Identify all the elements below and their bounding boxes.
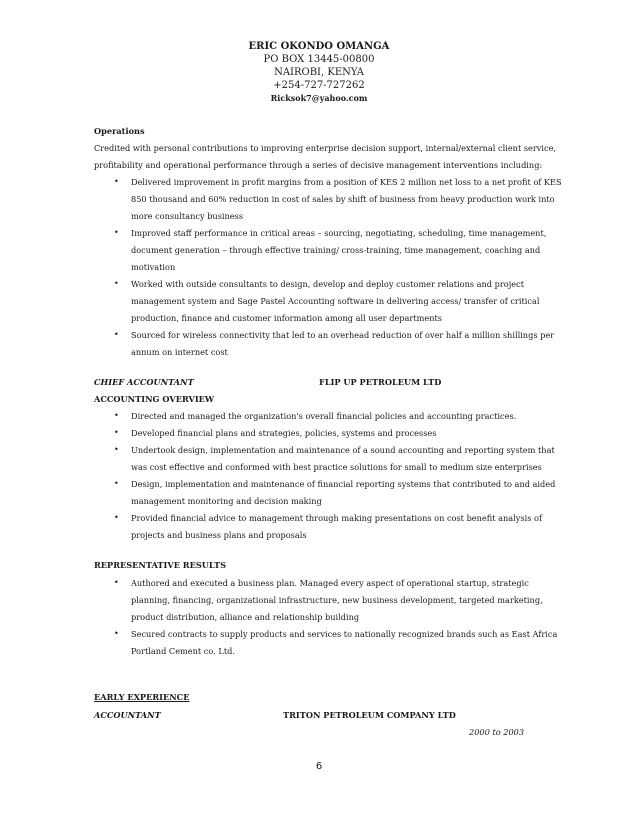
bullet-icon: • (114, 330, 119, 339)
bullet-icon: • (114, 445, 119, 454)
bullet-text: Secured contracts to supply products and services to nationally recognized brands such as East Africa (131, 629, 558, 639)
bullet-icon: • (114, 629, 119, 638)
bullet-text: 850 thousand and 60% reduction in cost of sales by shift of business from heavy production work into (131, 194, 555, 204)
bullet-icon: • (114, 513, 119, 522)
bullet-text: more consultancy business (131, 211, 244, 221)
bullet-text: Portland Cement co. Ltd. (131, 646, 235, 656)
bullet-text: annum on internet cost (131, 347, 228, 357)
early-experience-heading: EARLY EXPERIENCE (94, 692, 190, 702)
operations-intro-line: profitability and operational performance through a series of decisive management interventions including: (94, 160, 543, 170)
bullet-text: management system and Sage Pastel Accounting software in delivering access/ transfer of critical (131, 296, 540, 306)
accounting-overview-heading: ACCOUNTING OVERVIEW (94, 394, 215, 404)
bullet-text: Provided financial advice to management through making presentations on cost benefit analysis of (131, 513, 542, 523)
bullet-text: production, finance and customer information among all user departments (131, 313, 442, 323)
bullet-text: Design, implementation and maintenance of financial reporting systems that contributed to and aided (131, 479, 556, 489)
candidate-name: ERIC OKONDO OMANGA (248, 41, 390, 52)
bullet-text: management monitoring and decision making (131, 496, 322, 506)
job-title: ACCOUNTANT (94, 710, 161, 720)
bullet-text: was cost effective and conformed with best practice solutions for small to medium size enterprises (131, 462, 542, 472)
bullet-text: Undertook design, implementation and maintenance of a sound accounting and reporting system that (131, 445, 555, 455)
bullet-text: document generation – through effective training/ cross-training, time management, coaching and (131, 245, 541, 255)
bullet-icon: • (114, 479, 119, 488)
page-number: 6 (315, 761, 323, 772)
bullet-text: projects and business plans and proposals (131, 530, 307, 540)
bullet-icon: • (114, 428, 119, 437)
bullet-text: motivation (131, 262, 176, 272)
bullet-text: Authored and executed a business plan. Managed every aspect of operational startup, strategic (131, 578, 529, 588)
bullet-icon: • (114, 279, 119, 288)
postal-address: PO BOX 13445-00800 (263, 54, 375, 65)
bullet-text: product distribution, alliance and relationship building (131, 612, 360, 622)
bullet-text: Worked with outside consultants to design, develop and deploy customer relations and project (131, 279, 524, 289)
bullet-text: Sourced for wireless connectivity that led to an overhead reduction of over half a million shillings per (131, 330, 555, 340)
bullet-icon: • (114, 578, 119, 587)
email-address: Ricksok7@yahoo.com (270, 93, 368, 103)
bullet-text: planning, financing, organizational infrastructure, new business development, targeted marketing, (131, 595, 543, 605)
bullet-icon: • (114, 228, 119, 237)
bullet-icon: • (114, 411, 119, 420)
job-title: CHIEF ACCOUNTANT (94, 377, 194, 387)
phone-number: +254-727-727262 (273, 80, 365, 91)
bullet-text: Improved staff performance in critical areas – sourcing, negotiating, scheduling, time management, (131, 228, 547, 238)
bullet-text: Delivered improvement in profit margins from a position of KES 2 million net loss to a net profit of KES (131, 177, 562, 187)
bullet-icon: • (114, 177, 119, 186)
company-name: FLIP UP PETROLEUM LTD (319, 377, 442, 387)
operations-intro-line: Credited with personal contributions to improving enterprise decision support, internal/external client service, (94, 143, 557, 153)
bullet-text: Developed financial plans and strategies, policies, systems and processes (131, 428, 437, 438)
city-country: NAIROBI, KENYA (274, 67, 364, 78)
representative-results-heading: REPRESENTATIVE RESULTS (94, 560, 226, 570)
operations-heading: Operations (94, 126, 145, 136)
company-name: TRITON PETROLEUM COMPANY LTD (283, 710, 456, 720)
employment-dates: 2000 to 2003 (469, 727, 525, 737)
bullet-text: Directed and managed the organization's overall financial policies and accounting practices. (131, 411, 517, 421)
